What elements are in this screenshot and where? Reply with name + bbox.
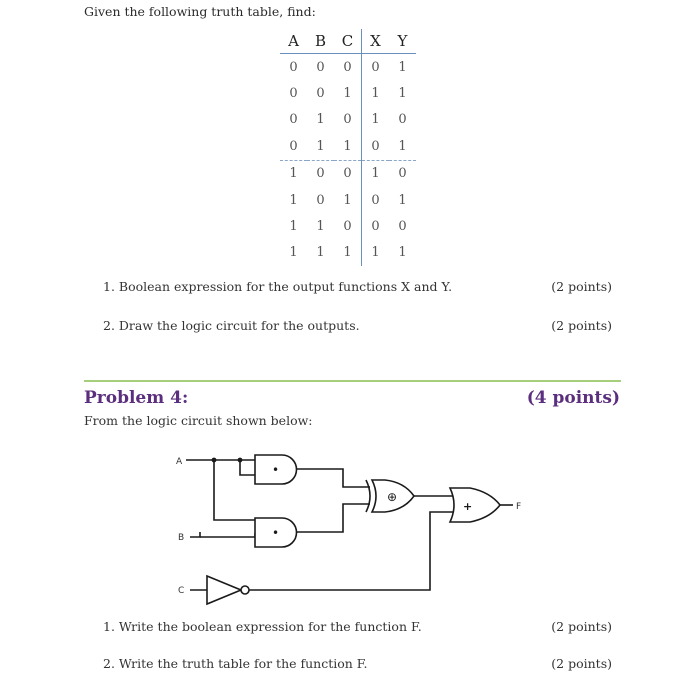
table-cell: 0: [289, 86, 298, 102]
table-cell: 1: [316, 138, 325, 154]
table-cell: 0: [389, 160, 416, 187]
table-cell: 1: [343, 138, 352, 154]
table-cell: 0: [307, 160, 334, 187]
input-label-a: A: [176, 457, 183, 467]
table-cell: 0: [316, 192, 325, 208]
wire-and-to-xor: [296, 469, 370, 532]
input-label-c: C: [178, 586, 185, 596]
table-cell: 1: [316, 219, 325, 235]
table-cell: 1: [343, 245, 352, 261]
points-4-2: (2 points): [551, 656, 612, 671]
points-4-1: (2 points): [551, 619, 612, 634]
problem-title: Problem 4:: [84, 388, 189, 408]
table-cell: 1: [343, 192, 352, 208]
input-label-b: B: [178, 533, 185, 543]
table-cell: 0: [398, 112, 407, 128]
problem-intro: From the logic circuit shown below:: [84, 413, 313, 428]
table-cell: 1: [398, 59, 407, 75]
wire-b: [190, 532, 255, 537]
intro-text: Given the following truth table, find:: [84, 4, 316, 19]
header-y: Y: [389, 29, 416, 54]
header-x: X: [362, 29, 390, 54]
table-cell: 1: [362, 80, 390, 106]
or-gate: [450, 488, 500, 522]
table-cell: 0: [362, 213, 390, 239]
table-cell: 0: [362, 187, 390, 213]
table-cell: 0: [343, 219, 352, 235]
table-cell: 1: [398, 138, 407, 154]
table-cell: 1: [398, 245, 407, 261]
table-cell: 1: [316, 245, 325, 261]
table-cell: 1: [362, 160, 390, 187]
xor-gate: [366, 480, 414, 512]
header-b: B: [307, 29, 334, 54]
table-cell: 0: [289, 59, 298, 75]
table-cell: 0: [343, 112, 352, 128]
header-c: C: [334, 29, 362, 54]
table-cell: 0: [289, 138, 298, 154]
not-gate: [190, 576, 249, 604]
table-cell: 0: [289, 112, 298, 128]
table-cell: 1: [343, 86, 352, 102]
output-label-f: F: [516, 502, 522, 512]
table-cell: 0: [334, 160, 362, 187]
xor-gate-symbol: ⊕: [387, 490, 398, 504]
question-1-1: 1. Boolean expression for the output functions X and Y.: [103, 279, 453, 294]
table-cell: 1: [289, 245, 298, 261]
table-cell: 1: [280, 160, 307, 187]
and-gate-1-symbol: •: [272, 463, 280, 477]
table-cell: 1: [398, 86, 407, 102]
or-gate-symbol: +: [463, 500, 473, 513]
table-cell: 0: [362, 54, 390, 81]
and-gate-1: [255, 455, 297, 484]
wire-a: [186, 458, 255, 520]
table-cell: 0: [343, 59, 352, 75]
and-gate-2-symbol: •: [272, 526, 280, 540]
question-4-2: 2. Write the truth table for the function F.: [103, 656, 368, 671]
table-cell: 1: [362, 107, 390, 133]
points-1-1: (2 points): [551, 279, 612, 294]
table-cell: 0: [316, 59, 325, 75]
table-cell: 0: [316, 86, 325, 102]
and-gate-2: [255, 518, 297, 547]
table-cell: 0: [398, 219, 407, 235]
question-4-1: 1. Write the boolean expression for the function F.: [103, 619, 422, 634]
problem-points: (4 points): [526, 388, 620, 408]
table-cell: 1: [316, 112, 325, 128]
table-cell: 1: [398, 192, 407, 208]
header-a: A: [280, 29, 307, 54]
table-cell: 0: [362, 133, 390, 160]
points-1-2: (2 points): [551, 318, 612, 333]
table-cell: 1: [289, 192, 298, 208]
table-cell: 1: [362, 240, 390, 266]
table-cell: 1: [289, 219, 298, 235]
question-1-2: 2. Draw the logic circuit for the outputs.: [103, 318, 360, 333]
